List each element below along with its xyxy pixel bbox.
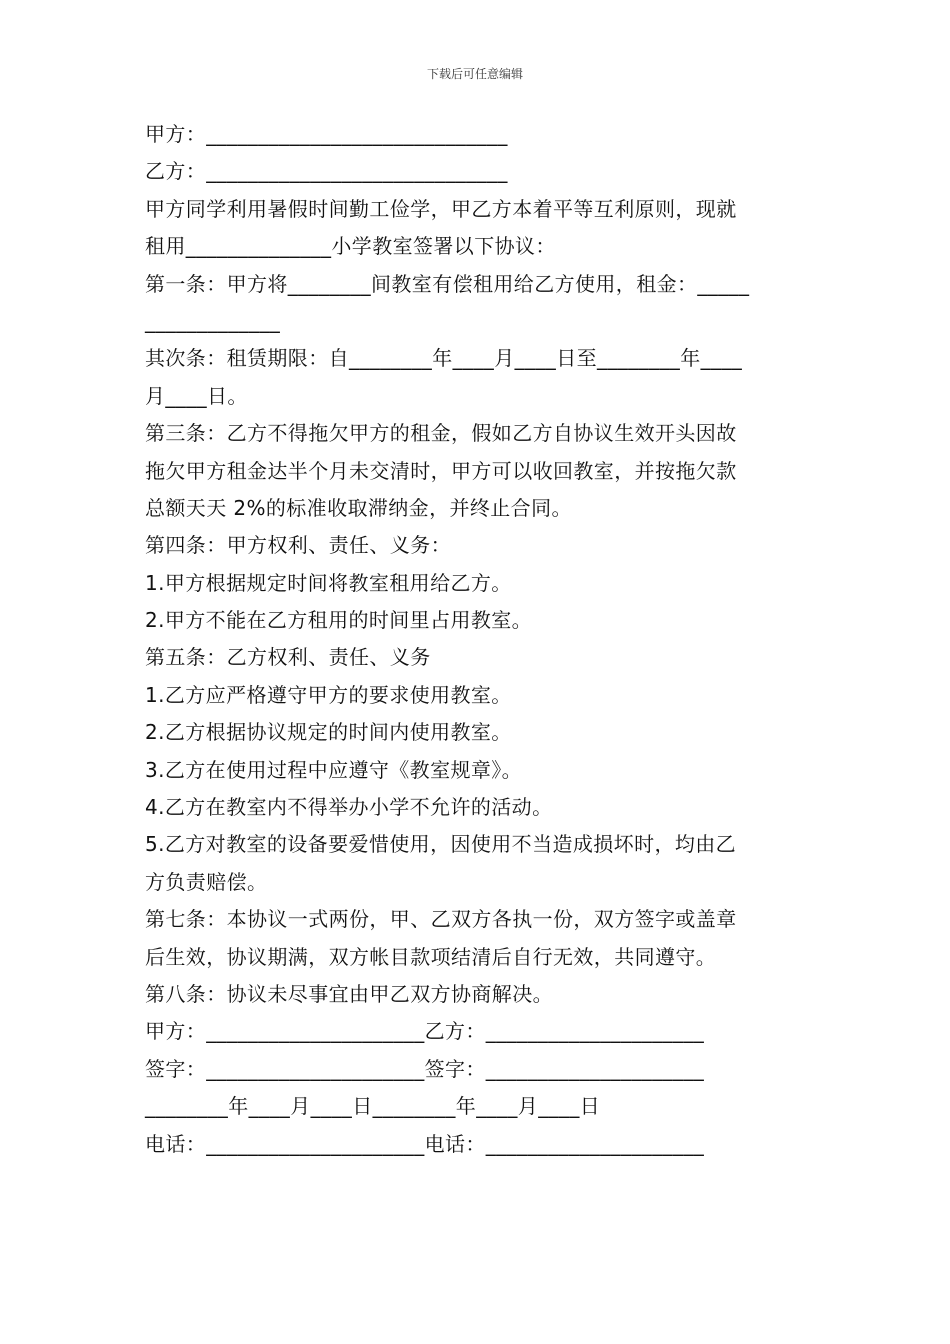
article-2-line: 其次条：租赁期限：自________年____月____日至________年____	[145, 346, 743, 371]
article-1-line: _____________	[145, 308, 281, 333]
article-5-item: 5.乙方对教室的设备要爱惜使用，因使用不当造成损坏时，均由乙	[145, 832, 737, 857]
article-7-line: 第七条：本协议一式两份，甲、乙双方各执一份，双方签字或盖章	[145, 907, 737, 932]
article-5-item: 4.乙方在教室内不得举办小学不允许的活动。	[145, 795, 553, 820]
page-header: 下载后可任意编辑	[426, 67, 523, 81]
signature-sign-line: 签字：_____________________签字：_____________________	[145, 1056, 705, 1081]
article-7-line: 后生效，协议期满，双方帐目款项结清后自行无效，共同遵守。	[145, 944, 717, 969]
intro-paragraph-line: 甲方同学利用暑假时间勤工俭学，甲乙方本着平等互利原则，现就	[145, 196, 737, 221]
document-body	[145, 116, 810, 1163]
article-5-heading: 第五条：乙方权利、责任、义务	[145, 645, 431, 670]
article-5-item: 3.乙方在使用过程中应遵守《教室规章》。	[145, 757, 523, 782]
article-8-line: 第八条：协议未尽事宜由甲乙双方协商解决。	[145, 981, 553, 1006]
article-4-heading: 第四条：甲方权利、责任、义务：	[145, 533, 451, 558]
article-5-item: 1.乙方应严格遵守甲方的要求使用教室。	[145, 682, 512, 707]
article-4-item: 2.甲方不能在乙方租用的时间里占用教室。	[145, 608, 533, 633]
article-3-line: 拖欠甲方租金达半个月未交清时，甲方可以收回教室，并按拖欠款	[145, 458, 737, 483]
article-5-item: 2.乙方根据协议规定的时间内使用教室。	[145, 720, 512, 745]
article-4-item: 1.甲方根据规定时间将教室租用给乙方。	[145, 570, 512, 595]
signature-party-line: 甲方：_____________________乙方：_____________________	[145, 1019, 705, 1044]
signature-phone-line: 电话：_____________________电话：_____________________	[145, 1131, 705, 1156]
article-5-item: 方负责赔偿。	[145, 869, 268, 894]
party-b-line: 乙方：_____________________________	[145, 159, 508, 184]
party-a-line: 甲方：_____________________________	[145, 122, 508, 146]
article-3-line: 总额天天 2%的标准收取滞纳金，并终止合同。	[145, 495, 572, 520]
article-2-line: 月____日。	[145, 383, 248, 408]
signature-date-line: ________年____月____日________年____月____日	[145, 1094, 601, 1119]
intro-paragraph-line: 租用______________小学教室签署以下协议：	[145, 234, 556, 259]
article-1-line: 第一条：甲方将________间教室有偿租用给乙方使用，租金：_____	[145, 271, 750, 296]
article-3-line: 第三条：乙方不得拖欠甲方的租金，假如乙方自协议生效开头因故	[145, 421, 737, 446]
